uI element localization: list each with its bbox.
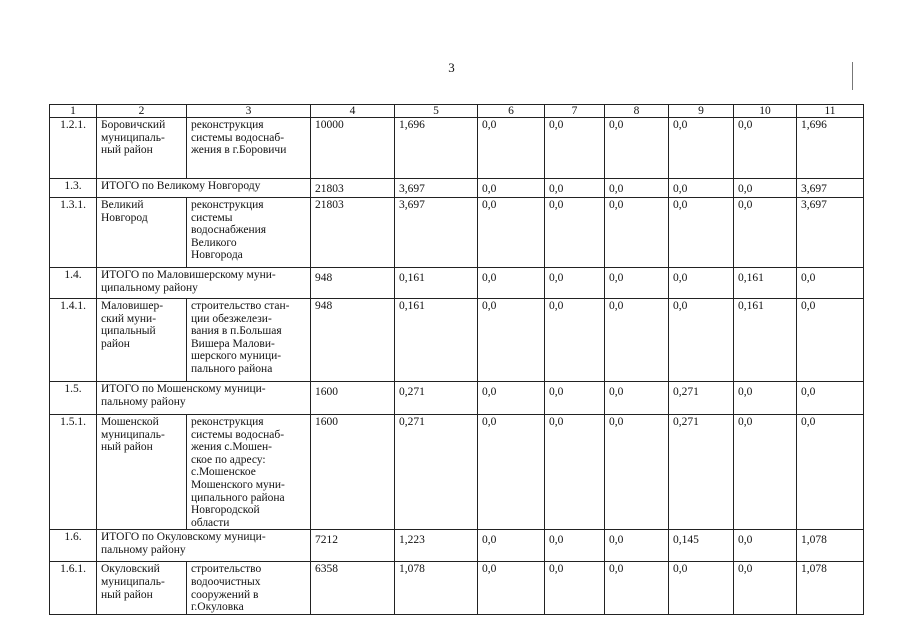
value-cell: 1,223 (395, 530, 478, 562)
value-cell: 0,0 (605, 415, 669, 530)
funding-table (49, 104, 864, 615)
row-number: 1.2.1. (50, 118, 97, 179)
header-cell: 7 (545, 105, 605, 118)
value-cell: 0,0 (478, 118, 545, 179)
value-cell: 0,0 (734, 415, 797, 530)
value-cell: 0,0 (545, 530, 605, 562)
value-cell: 0,0 (605, 118, 669, 179)
value-cell: 0,0 (545, 299, 605, 382)
entity-cell: Окуловский муниципаль- ный район (97, 562, 187, 615)
header-cell: 5 (395, 105, 478, 118)
value-cell: 7212 (311, 530, 395, 562)
value-cell: 0,271 (395, 415, 478, 530)
value-cell: 0,0 (545, 382, 605, 415)
value-cell: 0,0 (797, 382, 864, 415)
value-cell: 1,696 (797, 118, 864, 179)
value-cell: 0,161 (734, 299, 797, 382)
total-label: ИТОГО по Маловишерскому муни- ципальному району (97, 268, 311, 299)
header-cell: 1 (50, 105, 97, 118)
value-cell: 1,078 (395, 562, 478, 615)
value-cell: 0,0 (478, 530, 545, 562)
row-number: 1.5. (50, 382, 97, 415)
margin-mark (852, 62, 853, 90)
project-cell: реконструкция системы водоснаб- жения в г.Боровичи (187, 118, 311, 179)
table-row (50, 299, 864, 382)
value-cell: 0,0 (734, 198, 797, 268)
value-cell: 0,0 (545, 118, 605, 179)
table-row (50, 198, 864, 268)
total-label: ИТОГО по Великому Новгороду (97, 179, 311, 198)
value-cell: 21803 (311, 198, 395, 268)
value-cell: 6358 (311, 562, 395, 615)
value-cell: 0,0 (669, 299, 734, 382)
value-cell: 0,0 (669, 118, 734, 179)
value-cell: 0,0 (545, 268, 605, 299)
entity-cell: Мошенской муниципаль- ный район (97, 415, 187, 530)
value-cell: 0,0 (545, 415, 605, 530)
project-cell: реконструкция системы водоснаб- жения с.Мошен- ское по адресу: с.Мошенское Мошенского муни- ципального района Новгородской области (187, 415, 311, 530)
page-number: 3 (448, 60, 455, 75)
value-cell: 3,697 (395, 198, 478, 268)
value-cell: 0,0 (797, 415, 864, 530)
value-cell: 1600 (311, 415, 395, 530)
value-cell: 0,0 (669, 562, 734, 615)
value-cell: 0,0 (669, 268, 734, 299)
entity-cell: Великий Новгород (97, 198, 187, 268)
value-cell: 0,145 (669, 530, 734, 562)
value-cell: 0,0 (478, 415, 545, 530)
entity-cell: Боровичский муниципаль- ный район (97, 118, 187, 179)
value-cell: 0,271 (395, 382, 478, 415)
value-cell: 0,271 (669, 382, 734, 415)
value-cell: 0,0 (478, 179, 545, 198)
header-cell: 10 (734, 105, 797, 118)
value-cell: 0,0 (669, 198, 734, 268)
table-row (50, 268, 864, 299)
header-cell: 6 (478, 105, 545, 118)
value-cell: 1,078 (797, 530, 864, 562)
project-cell: строительство водоочистных сооружений в г.Окуловка (187, 562, 311, 615)
value-cell: 3,697 (797, 198, 864, 268)
value-cell: 0,0 (478, 299, 545, 382)
header-cell: 8 (605, 105, 669, 118)
value-cell: 948 (311, 299, 395, 382)
value-cell: 0,0 (605, 530, 669, 562)
table-row (50, 530, 864, 562)
value-cell: 0,0 (605, 299, 669, 382)
value-cell: 0,0 (734, 530, 797, 562)
value-cell: 1,078 (797, 562, 864, 615)
value-cell: 0,0 (545, 179, 605, 198)
header-cell: 9 (669, 105, 734, 118)
value-cell: 0,0 (734, 562, 797, 615)
header-row (50, 105, 864, 118)
value-cell: 0,0 (734, 118, 797, 179)
value-cell: 0,161 (734, 268, 797, 299)
value-cell: 0,0 (605, 179, 669, 198)
value-cell: 0,0 (478, 268, 545, 299)
total-label: ИТОГО по Окуловскому муници- пальному району (97, 530, 311, 562)
header-cell: 3 (187, 105, 311, 118)
value-cell: 0,0 (734, 382, 797, 415)
row-number: 1.6.1. (50, 562, 97, 615)
value-cell: 0,161 (395, 299, 478, 382)
header-cell: 11 (797, 105, 864, 118)
value-cell: 3,697 (797, 179, 864, 198)
value-cell: 3,697 (395, 179, 478, 198)
row-number: 1.3. (50, 179, 97, 198)
table-row (50, 382, 864, 415)
value-cell: 0,0 (797, 299, 864, 382)
value-cell: 0,0 (605, 268, 669, 299)
value-cell: 0,161 (395, 268, 478, 299)
value-cell: 0,0 (605, 562, 669, 615)
table-row (50, 179, 864, 198)
value-cell: 0,0 (478, 562, 545, 615)
value-cell: 21803 (311, 179, 395, 198)
header-cell: 2 (97, 105, 187, 118)
value-cell: 0,0 (478, 198, 545, 268)
table-row (50, 562, 864, 615)
value-cell: 0,0 (478, 382, 545, 415)
entity-cell: Маловишер- ский муни- ципальный район (97, 299, 187, 382)
value-cell: 0,271 (669, 415, 734, 530)
value-cell: 0,0 (545, 562, 605, 615)
value-cell: 0,0 (797, 268, 864, 299)
value-cell: 0,0 (669, 179, 734, 198)
value-cell: 0,0 (734, 179, 797, 198)
row-number: 1.5.1. (50, 415, 97, 530)
value-cell: 1,696 (395, 118, 478, 179)
table-row (50, 415, 864, 530)
row-number: 1.4.1. (50, 299, 97, 382)
row-number: 1.3.1. (50, 198, 97, 268)
value-cell: 948 (311, 268, 395, 299)
value-cell: 0,0 (605, 198, 669, 268)
table-row (50, 118, 864, 179)
project-cell: строительство стан- ции обезжелези- вания в п.Большая Вишера Малови- шерского муници- пального района (187, 299, 311, 382)
header-cell: 4 (311, 105, 395, 118)
row-number: 1.6. (50, 530, 97, 562)
project-cell: реконструкция системы водоснабжения Великого Новгорода (187, 198, 311, 268)
value-cell: 1600 (311, 382, 395, 415)
row-number: 1.4. (50, 268, 97, 299)
total-label: ИТОГО по Мошенскому муници- пальному району (97, 382, 311, 415)
value-cell: 0,0 (545, 198, 605, 268)
value-cell: 0,0 (605, 382, 669, 415)
value-cell: 10000 (311, 118, 395, 179)
